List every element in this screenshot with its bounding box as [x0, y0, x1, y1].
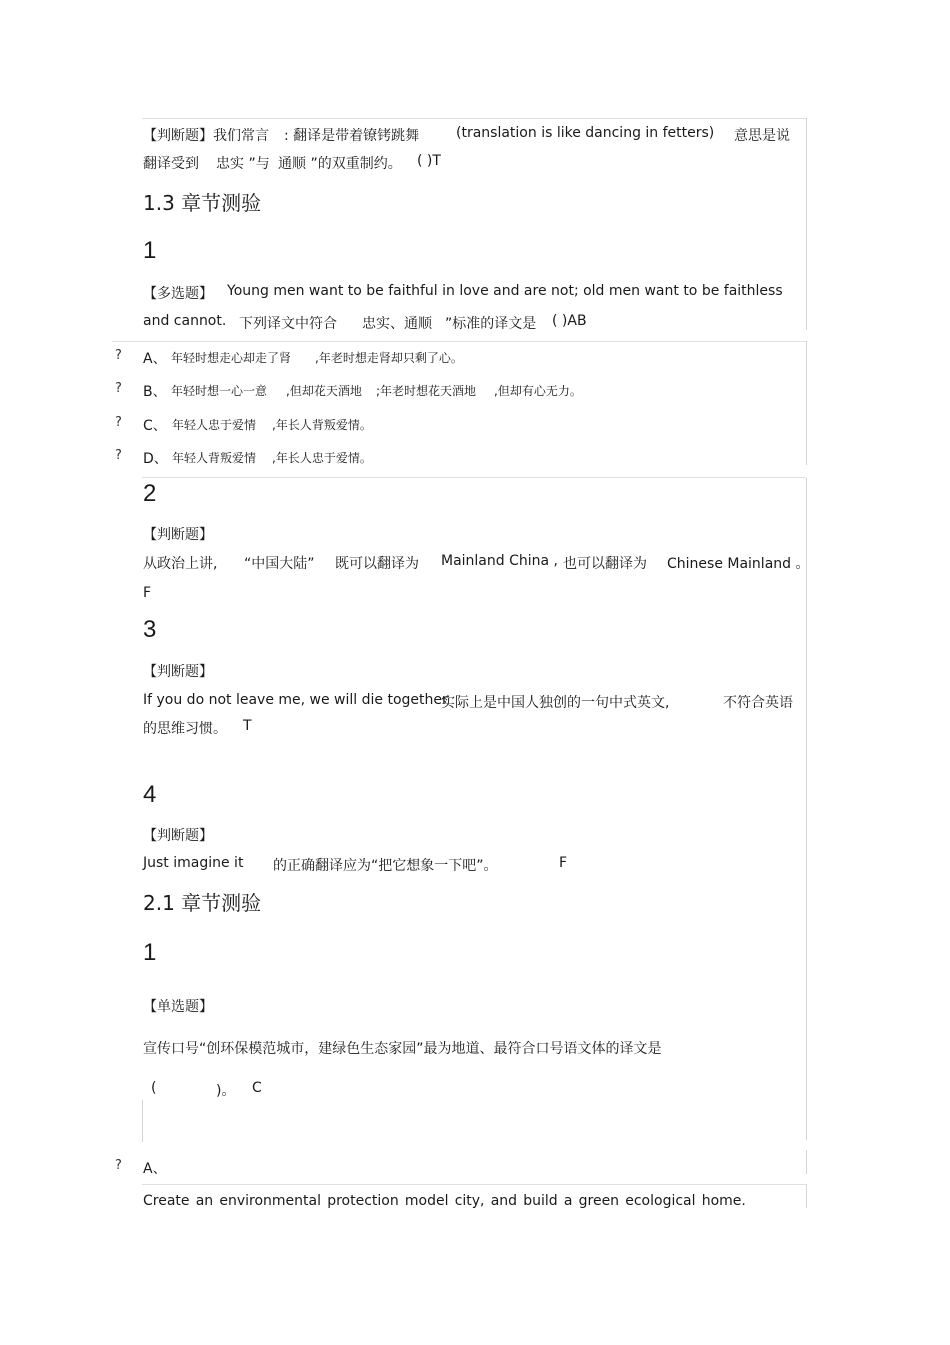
answer-text: ( )T [417, 153, 441, 169]
options-top-line [112, 341, 806, 342]
section-heading: 1.3 章节测验 [143, 191, 262, 215]
left-border-line [142, 1100, 143, 1142]
question-text: 从政治上讲, [143, 556, 218, 572]
blank-close: )。 [216, 1083, 236, 1099]
blank-open: ( [151, 1080, 157, 1096]
question-text: 忠实 ”与 [216, 156, 270, 172]
question-text: 通顺 ”的双重制约。 [278, 156, 402, 172]
bullet-icon: ? [115, 1158, 122, 1173]
section-top-line [142, 477, 806, 478]
bullet-icon: ? [115, 415, 122, 430]
question-text: 不符合英语 [723, 695, 793, 711]
answer-text: ( )AB [552, 313, 587, 329]
question-tag: 【判断题】 [143, 664, 213, 680]
option-word: city, [454, 1193, 485, 1209]
option-word: ecological [625, 1193, 696, 1209]
question-text: 下列译文中符合 [239, 316, 337, 332]
question-text: 既可以翻译为 [335, 556, 419, 572]
question-english: Chinese Mainland 。 [667, 556, 810, 572]
section-heading: 2.1 章节测验 [143, 891, 262, 915]
option-letter: A、 [143, 351, 167, 367]
option-text: ;年老时想花天酒地 [376, 384, 477, 398]
option-text: ,年长人背叛爱情。 [272, 418, 372, 432]
option-text: ,年老时想走肾却只剩了心。 [315, 351, 463, 365]
option-text [143, 1193, 746, 1209]
option-text: ,年长人忠于爱情。 [272, 451, 372, 465]
question-number: 1 [143, 939, 157, 966]
option-word: environmental [219, 1193, 321, 1209]
answer-text: F [143, 585, 152, 601]
question-tag: 【判断题】 [143, 527, 213, 543]
question-text: : 翻译是带着镣铐跳舞 [284, 128, 420, 144]
question-text: 忠实、通顺 [362, 316, 432, 332]
question-english: If you do not leave me, we will die together [143, 692, 448, 708]
question-english: Young men want to be faithful in love and are not; old men want to be faithless [227, 283, 783, 299]
question-number: 1 [143, 237, 157, 264]
right-border-line [806, 1150, 807, 1174]
right-border-line [806, 478, 807, 1140]
question-text: 宣传口号“创环保模范城市，建绿色生态家园”最为地道、最符合口号语文体的译文是 [143, 1041, 662, 1057]
question-number: 2 [143, 480, 157, 507]
question-text: 也可以翻译为 [563, 556, 647, 572]
question-tag: 【单选题】 [143, 999, 213, 1015]
answer-text: C [252, 1080, 262, 1096]
question-tag: 【判断题】 [143, 828, 213, 844]
option-word: green [578, 1193, 620, 1209]
option-text-top-line [142, 1184, 806, 1185]
question-text: “中国大陆” [244, 556, 315, 572]
option-word: home. [701, 1193, 746, 1209]
answer-text: F [559, 855, 568, 871]
option-text: 年轻时想一心一意 [171, 384, 268, 398]
bullet-icon: ? [115, 348, 122, 363]
question-english: and cannot. [143, 313, 227, 329]
question-english: (translation is like dancing in fetters) [456, 125, 715, 141]
question-tag: 【多选题】 [143, 286, 213, 302]
question-number: 3 [143, 616, 157, 643]
top-border-line [142, 118, 806, 119]
option-word: build [523, 1193, 558, 1209]
option-word: model [404, 1193, 449, 1209]
option-word: a [563, 1193, 573, 1209]
option-text: 年轻人背叛爱情 [172, 451, 257, 465]
right-border-line [806, 118, 807, 330]
question-text: ”标准的译文是 [445, 316, 537, 332]
option-word: and [490, 1193, 518, 1209]
right-border-line [806, 341, 807, 465]
question-text: 翻译受到 [143, 156, 199, 172]
option-word: an [195, 1193, 214, 1209]
bullet-icon: ? [115, 381, 122, 396]
question-text: 实际上是中国人独创的一句中式英文, [441, 695, 670, 711]
question-tag-text: 【判断题】我们常言 [143, 128, 269, 144]
bullet-icon: ? [115, 448, 122, 463]
question-text: 意思是说 [734, 128, 790, 144]
answer-text: T [243, 718, 252, 734]
option-letter: D、 [143, 451, 168, 467]
option-letter: B、 [143, 384, 167, 400]
option-text: 年轻时想走心却走了肾 [171, 351, 292, 365]
option-text: ,但却有心无力。 [494, 384, 582, 398]
right-border-line [806, 1184, 807, 1208]
option-text: 年轻人忠于爱情 [172, 418, 257, 432]
question-number: 4 [143, 781, 157, 808]
question-english: Mainland China , [441, 553, 558, 569]
option-letter: A、 [143, 1161, 167, 1177]
option-word: Create [143, 1193, 190, 1209]
question-text: 的思维习惯。 [143, 721, 227, 737]
option-text: ,但却花天酒地 [286, 384, 362, 398]
option-letter: C、 [143, 418, 167, 434]
question-english: Just imagine it [143, 855, 244, 871]
option-word: protection [327, 1193, 399, 1209]
question-text: 的正确翻译应为“把它想象一下吧”。 [273, 858, 498, 874]
